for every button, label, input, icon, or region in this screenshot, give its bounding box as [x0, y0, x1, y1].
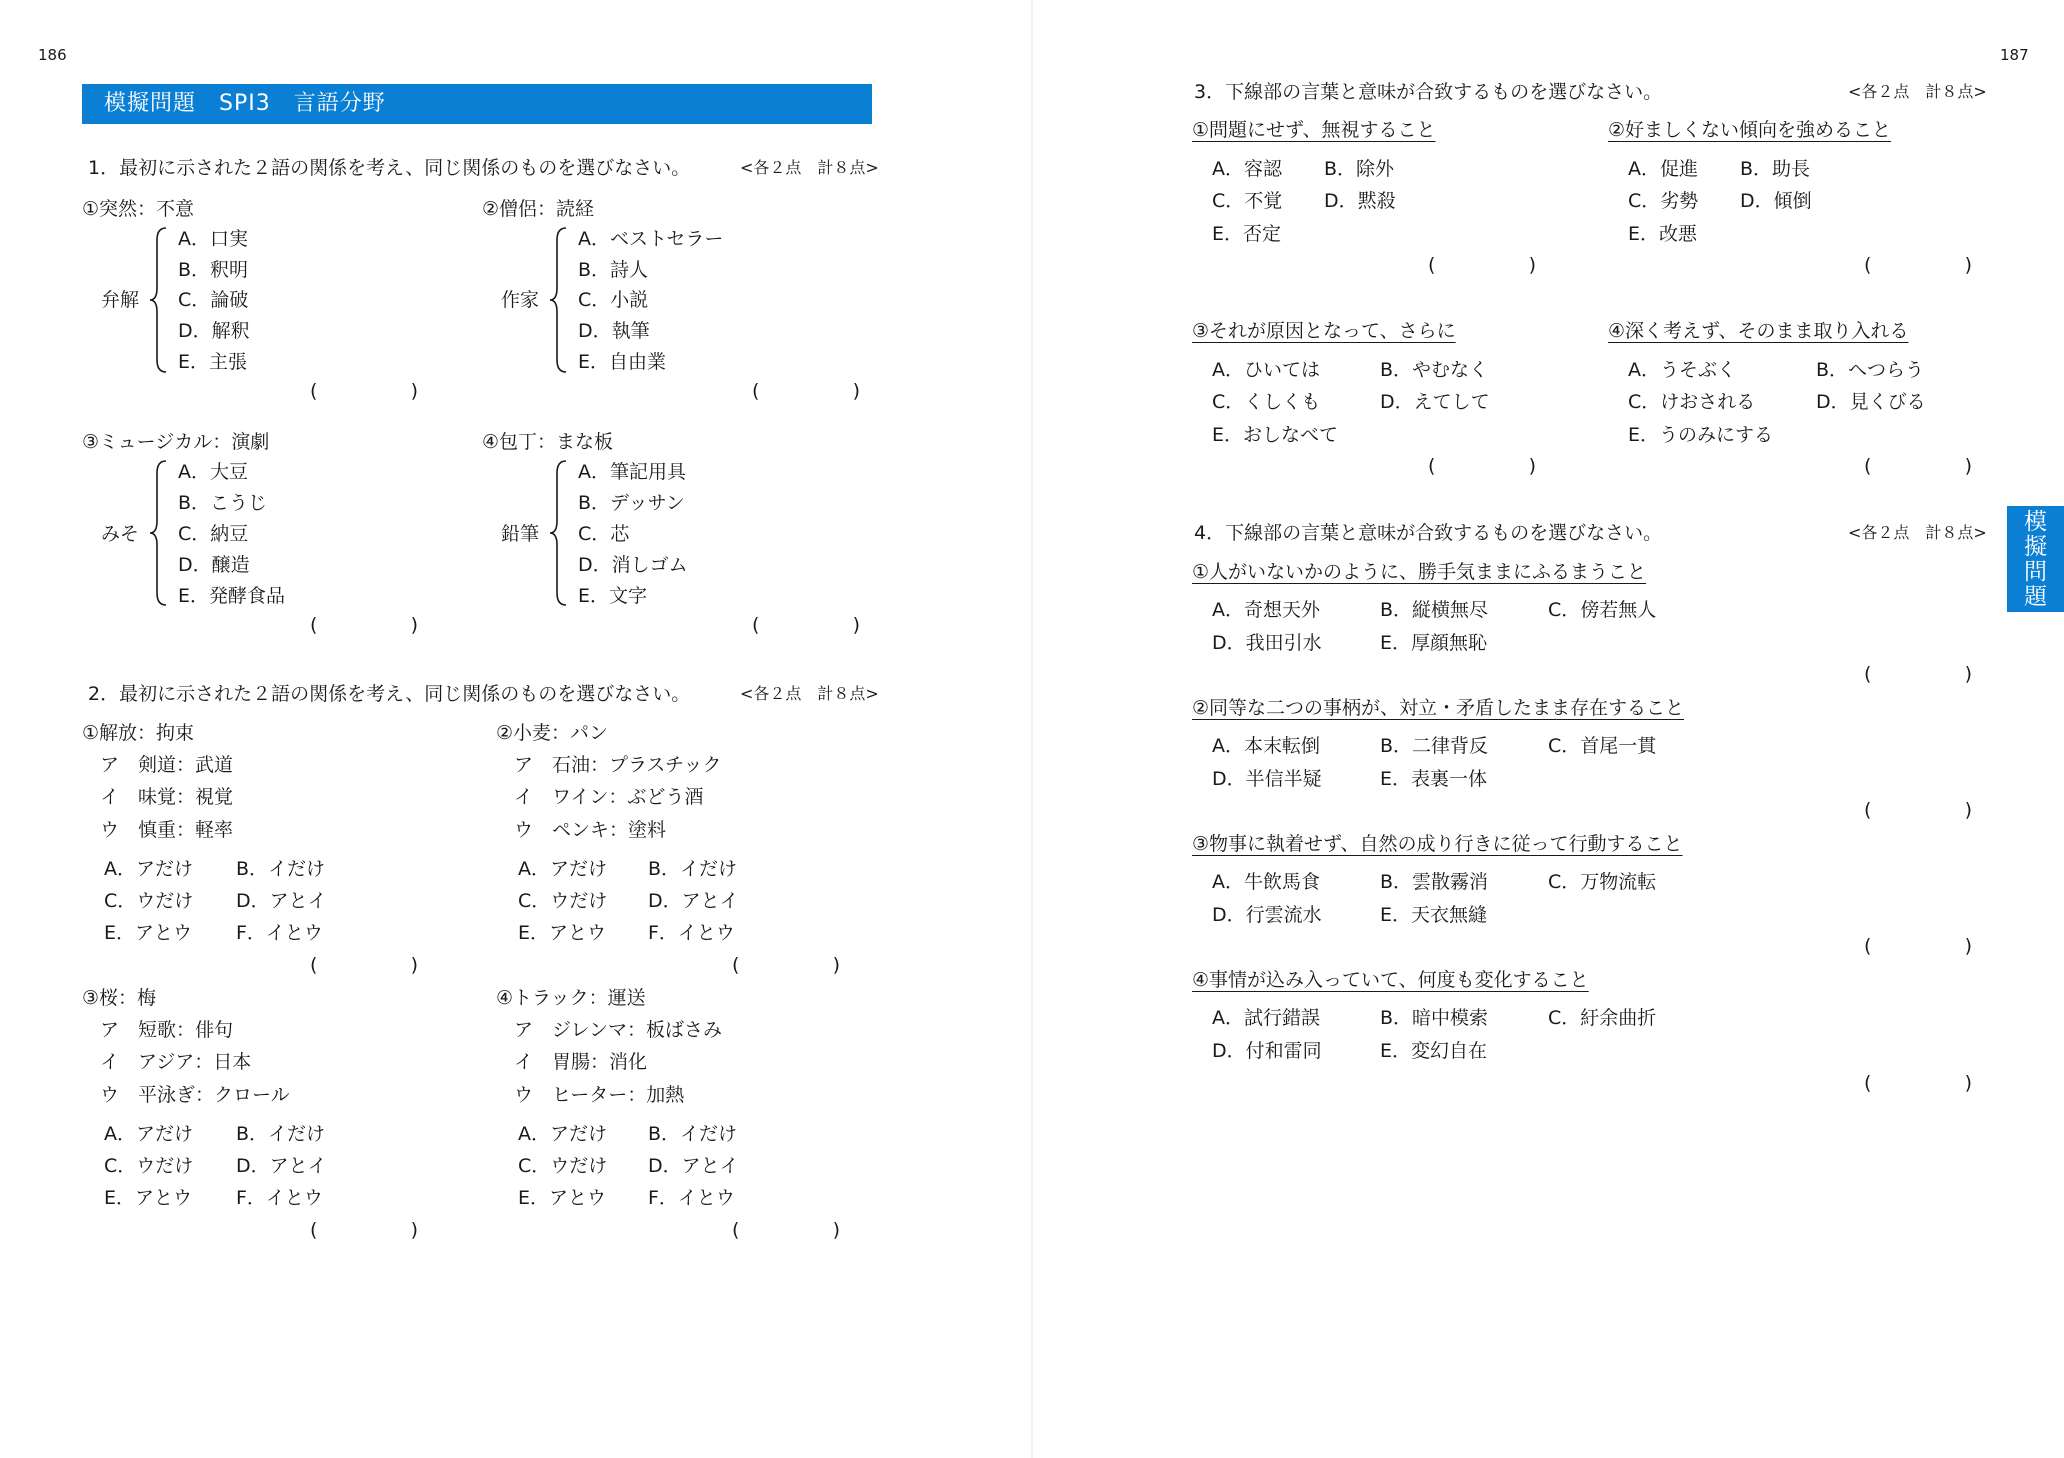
- q2-item2-choice-d: D．アとイ: [648, 890, 739, 912]
- q2-item3-choice-c: C．ウだけ: [104, 1155, 194, 1177]
- q4-item3-option-d: D．行雲流水: [1212, 904, 1322, 926]
- q1-item1-option-c: C．論破: [178, 289, 249, 311]
- q2-item1-choice-c: C．ウだけ: [104, 890, 194, 912]
- q1-item2-brace: [548, 226, 570, 374]
- q3-item4-option-a: A．うそぶく: [1628, 359, 1736, 381]
- q1-item1-key: 弁解: [101, 289, 140, 311]
- q2-item3-pair-u: ウ 平泳ぎ：クロール: [100, 1084, 290, 1106]
- q4-item2-option-e: E．表裏一体: [1380, 768, 1488, 790]
- q1-item2-option-e: E．自由業: [578, 351, 667, 373]
- q1-item1-option-b: B．釈明: [178, 259, 249, 281]
- q2-item1-choice-a: A．アだけ: [104, 858, 193, 880]
- q1-item4-key: 鉛筆: [501, 523, 540, 545]
- q2-item1-choice-b: B．イだけ: [236, 858, 326, 880]
- side-tab-char-3: 問: [2024, 559, 2047, 585]
- q2-item2-answer-blank[interactable]: ( ): [732, 954, 840, 976]
- q3-item1-option-b: B．除外: [1324, 158, 1395, 180]
- section-header: [82, 84, 872, 124]
- q2-item4-pair-a: ア ジレンマ：板ばさみ: [514, 1019, 723, 1041]
- chapter-side-tab[interactable]: [2007, 506, 2064, 612]
- q1-item3-option-d: D．醸造: [178, 554, 250, 576]
- q4-item3-option-e: E．天衣無縫: [1380, 904, 1488, 926]
- q3-item2-option-b: B．助長: [1740, 158, 1811, 180]
- q4-item1-answer-blank[interactable]: ( ): [1864, 663, 1972, 685]
- q3-item4-prompt: ④深く考えず、そのまま取り入れる: [1608, 320, 1909, 342]
- q3-item4-option-d: D．見くびる: [1816, 391, 1926, 413]
- q3-item1-option-d: D．黙殺: [1324, 190, 1396, 212]
- q3-item1-prompt: ①問題にせず、無視すること: [1192, 119, 1436, 141]
- q4-item4-answer-blank[interactable]: ( ): [1864, 1072, 1972, 1094]
- q4-item1-option-c: C．傍若無人: [1548, 599, 1657, 621]
- q3-instruction: 3．下線部の言葉と意味が合致するものを選びなさい。: [1194, 81, 1663, 103]
- q2-item2-pair-u: ウ ペンキ：塗料: [514, 819, 667, 841]
- q2-item4-choice-e: E．アとウ: [518, 1187, 607, 1209]
- q3-item2-option-a: A．促進: [1628, 158, 1698, 180]
- q2-item3-answer-blank[interactable]: ( ): [310, 1219, 418, 1241]
- q3-item3-answer-blank[interactable]: ( ): [1428, 455, 1536, 477]
- q2-score: <各２点 計８点>: [740, 684, 879, 703]
- q1-item4-option-c: C．芯: [578, 523, 630, 545]
- q4-item3-option-b: B．雲散霧消: [1380, 871, 1489, 893]
- side-tab-char-2: 擬: [2024, 534, 2047, 560]
- q2-item4-choice-f: F．イとウ: [648, 1187, 735, 1209]
- q4-item4-option-d: D．付和雷同: [1212, 1040, 1322, 1062]
- q2-item1-choice-e: E．アとウ: [104, 922, 193, 944]
- side-tab-char-1: 模: [2024, 509, 2047, 535]
- q4-instruction: 4．下線部の言葉と意味が合致するものを選びなさい。: [1194, 522, 1663, 544]
- q1-item4-option-b: B．デッサン: [578, 492, 685, 514]
- right-page: [1032, 0, 2064, 1458]
- q1-item1-brace: [148, 226, 170, 374]
- q4-score: <各２点 計８点>: [1848, 523, 1987, 542]
- q1-item3-option-a: A．大豆: [178, 461, 248, 483]
- q1-item1-answer-blank[interactable]: ( ): [310, 380, 418, 402]
- q3-item2-option-d: D．傾倒: [1740, 190, 1812, 212]
- q2-item4-choice-c: C．ウだけ: [518, 1155, 608, 1177]
- q1-item2-option-c: C．小説: [578, 289, 649, 311]
- q2-item2-choice-a: A．アだけ: [518, 858, 607, 880]
- q1-item4-brace: [548, 459, 570, 607]
- q2-item2-choice-b: B．イだけ: [648, 858, 738, 880]
- q1-item4-option-a: A．筆記用具: [578, 461, 686, 483]
- q3-item1-option-a: A．容認: [1212, 158, 1282, 180]
- q2-item3-choice-b: B．イだけ: [236, 1123, 326, 1145]
- q1-item2-answer-blank[interactable]: ( ): [752, 380, 860, 402]
- q2-item2-choice-c: C．ウだけ: [518, 890, 608, 912]
- q4-item2-prompt: ②同等な二つの事柄が、対立・矛盾したまま存在すること: [1192, 697, 1685, 719]
- q1-item3-prompt: ③ミュージカル：演劇: [82, 431, 270, 453]
- q2-item1-choice-d: D．アとイ: [236, 890, 327, 912]
- q1-item1-option-a: A．口実: [178, 228, 248, 250]
- q1-item2-prompt: ②僧侶：読経: [482, 198, 595, 220]
- q1-item1-prompt: ①突然：不意: [82, 198, 195, 220]
- q3-item1-option-e: E．否定: [1212, 223, 1282, 245]
- q2-item2-pair-a: ア 石油：プラスチック: [514, 754, 722, 776]
- q1-item2-option-d: D．執筆: [578, 320, 650, 342]
- q2-item2-prompt: ②小麦：パン: [496, 722, 609, 744]
- q1-item3-answer-blank[interactable]: ( ): [310, 614, 418, 636]
- q1-item3-key: みそ: [101, 523, 140, 545]
- q3-item3-option-a: A．ひいては: [1212, 359, 1320, 381]
- q2-item4-choice-d: D．アとイ: [648, 1155, 739, 1177]
- q2-item4-pair-u: ウ ヒーター：加熱: [514, 1084, 685, 1106]
- q1-item1-option-d: D．解釈: [178, 320, 250, 342]
- q1-item3-brace: [148, 459, 170, 607]
- q1-item4-option-e: E．文字: [578, 585, 648, 607]
- q4-item2-option-a: A．本末転倒: [1212, 735, 1320, 757]
- q2-item3-pair-i: イ アジア：日本: [100, 1051, 252, 1073]
- q2-item3-choice-d: D．アとイ: [236, 1155, 327, 1177]
- q2-item2-pair-i: イ ワイン：ぶどう酒: [514, 786, 704, 808]
- q4-item1-option-e: E．厚顔無恥: [1380, 632, 1488, 654]
- q2-item4-answer-blank[interactable]: ( ): [732, 1219, 840, 1241]
- q2-instruction: 2．最初に示された２語の関係を考え、同じ関係のものを選びなさい。: [88, 683, 691, 705]
- q4-item4-prompt: ④事情が込み入っていて、何度も変化すること: [1192, 969, 1589, 991]
- q1-item4-option-d: D．消しゴム: [578, 554, 688, 576]
- q4-item3-option-a: A．牛飲馬食: [1212, 871, 1320, 893]
- q2-item3-prompt: ③桜：梅: [82, 987, 157, 1009]
- q2-item3-pair-a: ア 短歌：俳句: [100, 1019, 234, 1041]
- side-tab-char-4: 題: [2024, 584, 2047, 610]
- q1-item3-option-b: B．こうじ: [178, 492, 268, 514]
- q2-item2-choice-e: E．アとウ: [518, 922, 607, 944]
- q4-item1-prompt: ①人がいないかのように、勝手気ままにふるまうこと: [1192, 561, 1647, 583]
- q4-item1-option-b: B．縦横無尽: [1380, 599, 1489, 621]
- q4-item2-option-d: D．半信半疑: [1212, 768, 1322, 790]
- q4-item4-option-a: A．試行錯誤: [1212, 1007, 1320, 1029]
- q2-item4-choice-b: B．イだけ: [648, 1123, 738, 1145]
- q2-item1-prompt: ①解放：拘束: [82, 722, 195, 744]
- q1-item3-option-c: C．納豆: [178, 523, 249, 545]
- q1-item2-option-a: A．ベストセラー: [578, 228, 724, 250]
- q1-item2-key: 作家: [501, 289, 540, 311]
- q1-item4-prompt: ④包丁：まな板: [482, 431, 614, 453]
- q3-item3-prompt: ③それが原因となって、さらに: [1192, 320, 1456, 342]
- q1-item1-option-e: E．主張: [178, 351, 248, 373]
- q4-item4-option-e: E．変幻自在: [1380, 1040, 1488, 1062]
- q3-item4-option-c: C．けおされる: [1628, 391, 1756, 413]
- q2-item3-choice-e: E．アとウ: [104, 1187, 193, 1209]
- q1-item2-option-b: B．詩人: [578, 259, 649, 281]
- q2-item4-prompt: ④トラック：運送: [496, 987, 646, 1009]
- q3-item4-option-b: B．へつらう: [1816, 359, 1925, 381]
- q3-item4-answer-blank[interactable]: ( ): [1864, 455, 1972, 477]
- q3-item2-prompt: ②好ましくない傾向を強めること: [1608, 119, 1892, 141]
- q1-score: <各２点 計８点>: [740, 158, 879, 177]
- q3-item1-option-c: C．不覚: [1212, 190, 1283, 212]
- q4-item4-option-b: B．暗中模索: [1380, 1007, 1489, 1029]
- q2-item1-pair-i: イ 味覚：視覚: [100, 786, 234, 808]
- q1-item4-answer-blank[interactable]: ( ): [752, 614, 860, 636]
- q2-item1-answer-blank[interactable]: ( ): [310, 954, 418, 976]
- q4-item3-prompt: ③物事に執着せず、自然の成り行きに従って行動すること: [1192, 833, 1683, 855]
- q2-item4-pair-i: イ 胃腸：消化: [514, 1051, 648, 1073]
- q4-item4-option-c: C．紆余曲折: [1548, 1007, 1657, 1029]
- page-number-left: 186: [38, 46, 67, 64]
- q2-item1-pair-u: ウ 慎重：軽率: [100, 819, 234, 841]
- q3-item2-option-e: E．改悪: [1628, 223, 1698, 245]
- q3-item3-option-e: E．おしなべて: [1212, 424, 1339, 446]
- q4-item1-option-a: A．奇想天外: [1212, 599, 1320, 621]
- q4-item3-option-c: C．万物流転: [1548, 871, 1657, 893]
- q3-item3-option-c: C．くしくも: [1212, 391, 1321, 413]
- q2-item3-choice-f: F．イとウ: [236, 1187, 323, 1209]
- q3-item3-option-b: B．やむなく: [1380, 359, 1489, 381]
- q2-item3-choice-a: A．アだけ: [104, 1123, 193, 1145]
- q3-item3-option-d: D．えてして: [1380, 391, 1490, 413]
- q1-instruction: 1．最初に示された２語の関係を考え、同じ関係のものを選びなさい。: [88, 157, 691, 179]
- q3-item1-answer-blank[interactable]: ( ): [1428, 254, 1536, 276]
- q2-item1-pair-a: ア 剣道：武道: [100, 754, 234, 776]
- q4-item3-answer-blank[interactable]: ( ): [1864, 935, 1972, 957]
- q1-item3-option-e: E．発酵食品: [178, 585, 286, 607]
- q3-item2-answer-blank[interactable]: ( ): [1864, 254, 1972, 276]
- q4-item1-option-d: D．我田引水: [1212, 632, 1322, 654]
- q2-item4-choice-a: A．アだけ: [518, 1123, 607, 1145]
- section-title: 模擬問題 SPI3 言語分野: [104, 91, 386, 116]
- page-number-right: 187: [2000, 46, 2029, 64]
- q4-item2-option-b: B．二律背反: [1380, 735, 1489, 757]
- q4-item2-answer-blank[interactable]: ( ): [1864, 799, 1972, 821]
- q3-score: <各２点 計８点>: [1848, 82, 1987, 101]
- q2-item1-choice-f: F．イとウ: [236, 922, 323, 944]
- q2-item2-choice-f: F．イとウ: [648, 922, 735, 944]
- q4-item2-option-c: C．首尾一貫: [1548, 735, 1657, 757]
- q3-item2-option-c: C．劣勢: [1628, 190, 1699, 212]
- q3-item4-option-e: E．うのみにする: [1628, 424, 1774, 446]
